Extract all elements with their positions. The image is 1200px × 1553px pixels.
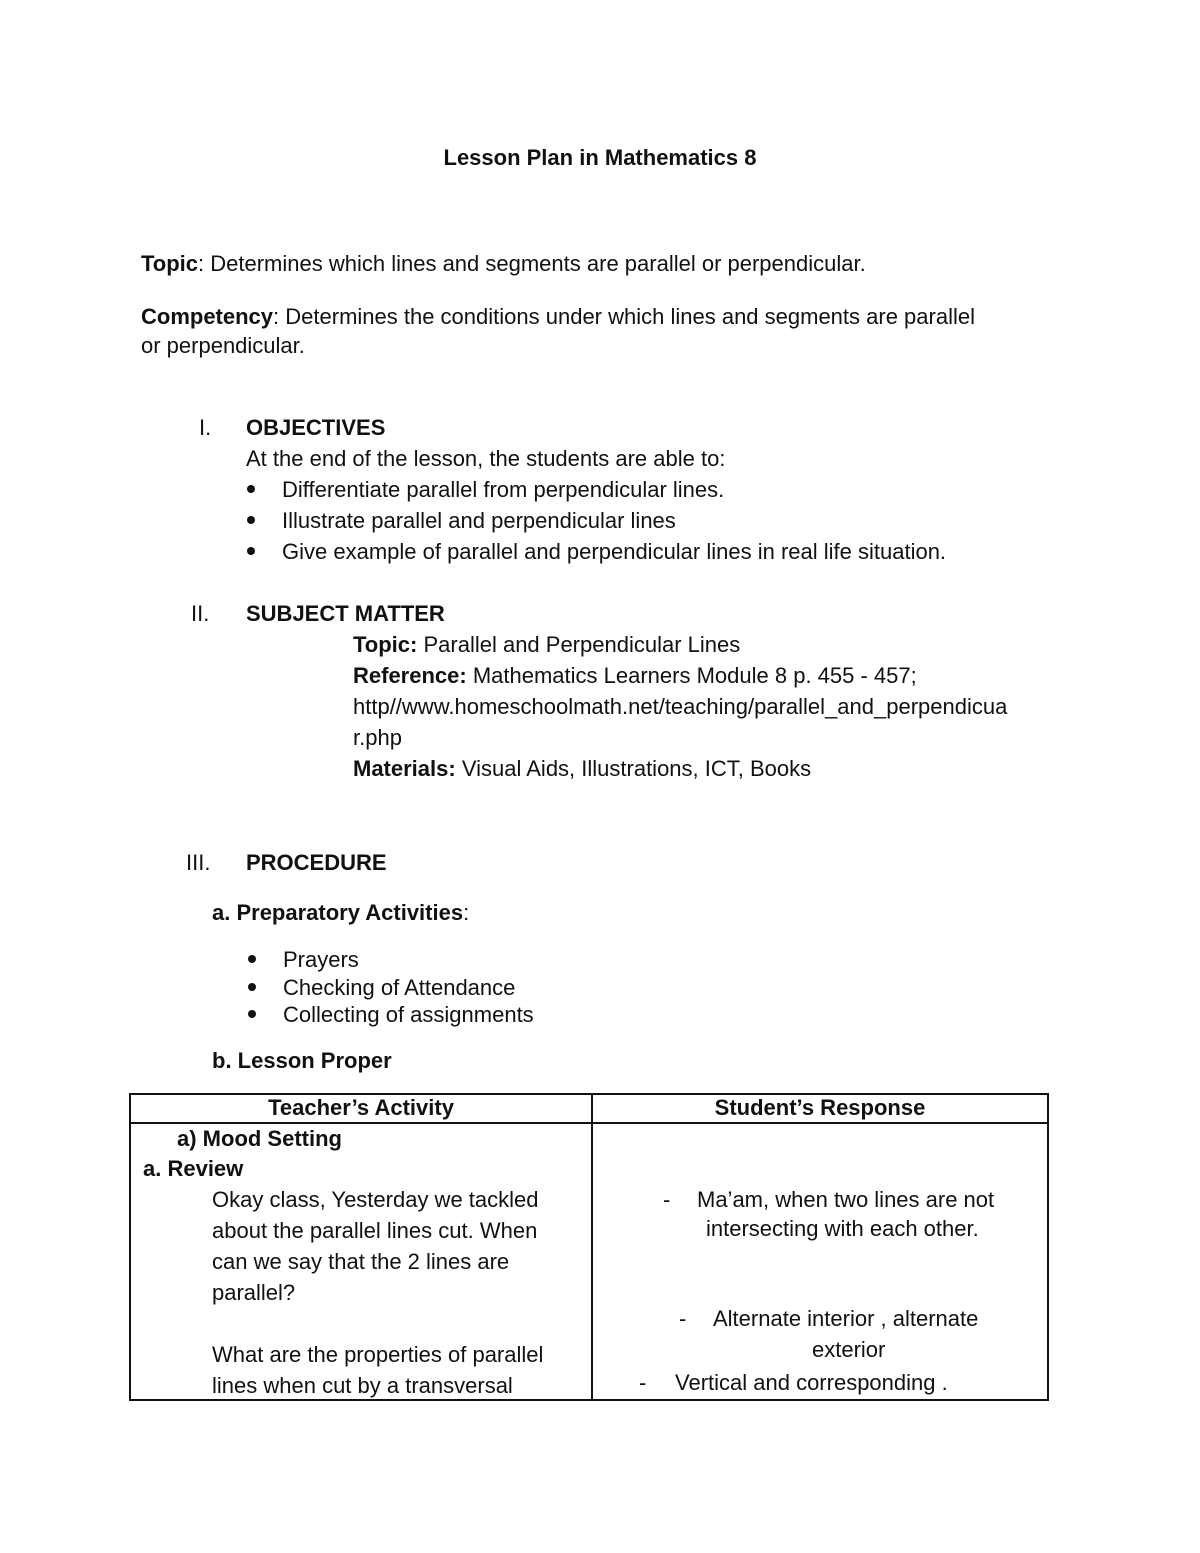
objective-item: Differentiate parallel from perpendicular lines. bbox=[282, 477, 725, 502]
prep-item: Collecting of assignments bbox=[283, 1002, 534, 1027]
lesson-proper-letter: b bbox=[212, 1048, 226, 1073]
topic-line bbox=[141, 249, 866, 279]
teacher-line: lines when cut by a transversal bbox=[212, 1373, 513, 1398]
response-dash: - bbox=[639, 1370, 647, 1395]
competency-label: Competency bbox=[141, 304, 274, 329]
response-line: intersecting with each other. bbox=[706, 1216, 979, 1241]
preparatory-colon: : bbox=[463, 900, 470, 925]
procedure-heading: PROCEDURE bbox=[246, 850, 387, 875]
reference-url-2: r.php bbox=[353, 725, 402, 750]
response-line: Vertical and corresponding . bbox=[675, 1370, 948, 1395]
teacher-line: about the parallel lines cut. When bbox=[212, 1218, 538, 1243]
subject-topic bbox=[353, 630, 740, 660]
response-dash: - bbox=[679, 1306, 687, 1331]
response-line: Alternate interior , alternate bbox=[713, 1306, 979, 1331]
bullet-icon bbox=[247, 547, 255, 555]
teacher-activity-cell bbox=[130, 1123, 592, 1400]
materials-label: Materials: bbox=[353, 756, 456, 781]
subject-topic-label: Topic: bbox=[353, 632, 418, 657]
table-header-row bbox=[130, 1094, 1048, 1123]
mood-setting: a) Mood Setting bbox=[177, 1126, 342, 1151]
bullet-icon bbox=[248, 1010, 256, 1018]
preparatory-activities-heading bbox=[212, 898, 469, 928]
table-row bbox=[130, 1123, 1048, 1400]
reference-url: http//www.homeschoolmath.net/teaching/parallel_and_perpendicua bbox=[353, 694, 1008, 719]
subject-heading: SUBJECT MATTER bbox=[246, 601, 445, 626]
bullet-icon bbox=[247, 516, 255, 524]
reference-label: Reference: bbox=[353, 663, 467, 688]
objectives-heading: OBJECTIVES bbox=[246, 415, 386, 440]
objective-item: Illustrate parallel and perpendicular lines bbox=[282, 508, 676, 533]
competency-text: : Determines the conditions under which lines and segments are parallel bbox=[273, 304, 975, 329]
objective-item: Give example of parallel and perpendicular lines in real life situation. bbox=[282, 539, 947, 564]
teacher-line: parallel? bbox=[212, 1280, 296, 1305]
bullet-icon bbox=[247, 485, 255, 493]
teacher-activity-header: Teacher’s Activity bbox=[130, 1094, 592, 1123]
competency-line-2: or perpendicular. bbox=[141, 333, 305, 358]
teacher-line: What are the properties of parallel bbox=[212, 1342, 544, 1367]
subject-topic-value: Parallel and Perpendicular Lines bbox=[417, 632, 741, 657]
response-line: exterior bbox=[812, 1337, 886, 1362]
student-response-cell bbox=[592, 1123, 1048, 1400]
objectives-numeral: I. bbox=[199, 415, 212, 440]
subject-numeral: II. bbox=[191, 601, 210, 626]
teacher-line: Okay class, Yesterday we tackled bbox=[212, 1187, 539, 1212]
topic-label: Topic bbox=[141, 251, 199, 276]
bullet-icon bbox=[248, 983, 256, 991]
prep-item: Prayers bbox=[283, 947, 359, 972]
objectives-intro: At the end of the lesson, the students are able to: bbox=[246, 446, 726, 471]
teacher-line: can we say that the 2 lines are bbox=[212, 1249, 510, 1274]
bullet-icon bbox=[248, 955, 256, 963]
lesson-proper-heading bbox=[212, 1046, 392, 1076]
subject-reference bbox=[353, 661, 917, 691]
student-response-header: Student’s Response bbox=[592, 1094, 1048, 1123]
preparatory-label: a. Preparatory Activities bbox=[212, 900, 464, 925]
subject-materials bbox=[353, 754, 811, 784]
page-title: Lesson Plan in Mathematics 8 bbox=[443, 145, 757, 170]
review-heading: a. Review bbox=[143, 1156, 244, 1181]
topic-text: : Determines which lines and segments are parallel or perpendicular. bbox=[198, 251, 866, 276]
procedure-numeral: III. bbox=[186, 850, 211, 875]
reference-value: Mathematics Learners Module 8 p. 455 - 457; bbox=[466, 663, 917, 688]
prep-item: Checking of Attendance bbox=[283, 975, 516, 1000]
response-dash: - bbox=[663, 1187, 671, 1212]
competency-line bbox=[141, 302, 975, 332]
materials-value: Visual Aids, Illustrations, ICT, Books bbox=[455, 756, 812, 781]
response-line: Ma’am, when two lines are not bbox=[697, 1187, 995, 1212]
lesson-table bbox=[129, 1093, 1049, 1401]
lesson-proper-label: . Lesson Proper bbox=[225, 1048, 392, 1073]
